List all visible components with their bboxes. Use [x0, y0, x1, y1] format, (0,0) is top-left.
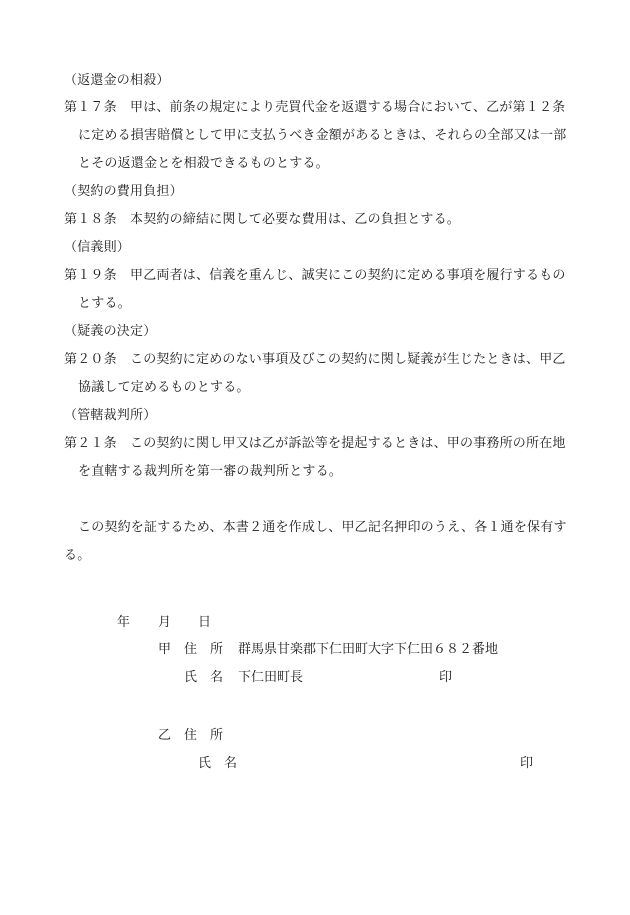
party-a-address-label: 住 所 [184, 642, 224, 657]
party-b-seal-mark: 印 [520, 756, 534, 771]
date-day-label: 日 [198, 615, 212, 630]
date-year-label: 年 [117, 615, 131, 630]
article-20-line-1: 第２０条 この契約に定めのない事項及びこの契約に関し疑義が生じたときは、甲乙 [64, 352, 566, 367]
article-19-line-2: とする。 [78, 296, 131, 311]
party-a-address-value: 群馬県甘楽郡下仁田町大字下仁田６８２番地 [238, 642, 499, 657]
article-18-heading: （契約の費用負担） [64, 184, 183, 199]
party-b-label: 乙 [158, 728, 172, 743]
party-a-label: 甲 [158, 642, 172, 657]
party-a-seal-mark: 印 [439, 670, 453, 685]
party-b-address-label: 住 所 [184, 728, 224, 743]
date-month-label: 月 [158, 615, 172, 630]
party-b-name-label: 氏 名 [198, 756, 238, 771]
article-19-line-1: 第１９条 甲乙両者は、信義を重んじ、誠実にこの契約に定める事項を履行するもの [64, 268, 566, 283]
article-20-heading: （疑義の決定） [64, 324, 157, 339]
article-18-line-1: 第１８条 本契約の締結に関して必要な費用は、乙の負担とする。 [64, 212, 461, 227]
article-17-line-2: に定める損害賠償として甲に支払うべき金額があるときは、それらの全部又は一部 [78, 128, 567, 143]
article-17-line-3: とその返還金とを相殺できるものとする。 [78, 156, 329, 171]
party-a-name-value: 下仁田町長 [238, 670, 304, 685]
article-17-heading: （返還金の相殺） [64, 73, 170, 88]
closing-line-2: る。 [64, 548, 91, 563]
party-a-name-label: 氏 名 [184, 670, 224, 685]
closing-line-1: この契約を証するため、本書２通を作成し、甲乙記名押印のうえ、各１通を保有す [78, 520, 567, 535]
article-21-heading: （管轄裁判所） [64, 408, 157, 423]
article-21-line-1: 第２１条 この契約に関し甲又は乙が訴訟等を提起するときは、甲の事務所の所在地 [64, 436, 566, 451]
article-17-line-1: 第１７条 甲は、前条の規定により売買代金を返還する場合において、乙が第１２条 [64, 100, 566, 115]
article-19-heading: （信義則） [64, 240, 131, 255]
article-21-line-2: を直轄する裁判所を第一審の裁判所とする。 [78, 464, 343, 479]
article-20-line-2: 協議して定めるものとする。 [78, 380, 250, 395]
